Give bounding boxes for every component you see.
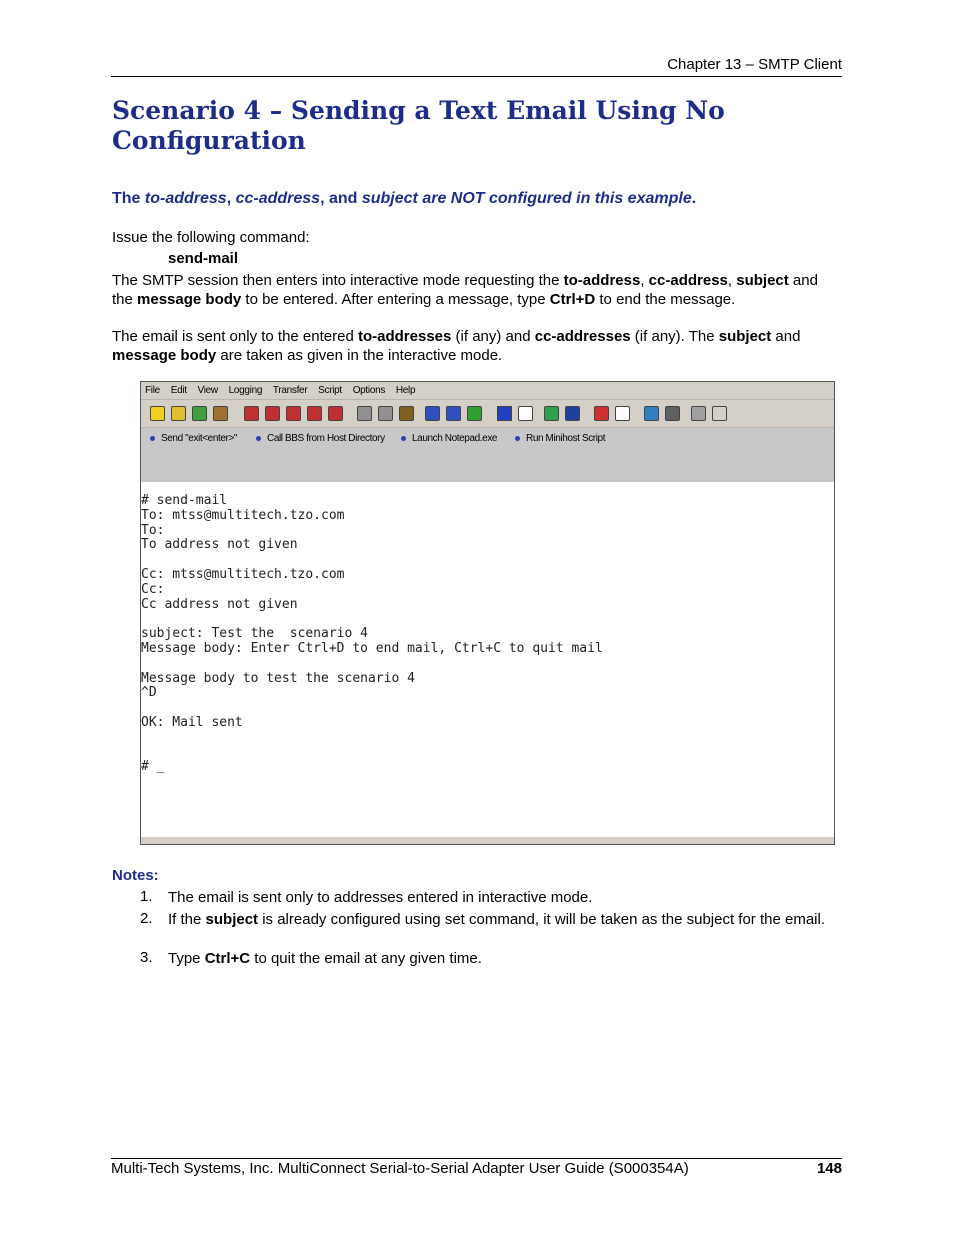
- paste-icon[interactable]: [378, 406, 393, 421]
- header-rule: [111, 76, 842, 77]
- terminal-line: [141, 746, 834, 761]
- footer-rule: [111, 1158, 842, 1159]
- transfer-icon[interactable]: [467, 406, 482, 421]
- quick-buttons-bar: [141, 428, 834, 482]
- paragraph-email-sent: The email is sent only to the entered to-addresses (if any) and cc-addresses (if any). The subject and message body are taken as given in the interactive mode.: [112, 328, 801, 364]
- resize-icon[interactable]: [712, 406, 727, 421]
- paragraph-interactive-mode: The SMTP session then enters into interactive mode requesting the to-address, cc-address, subject and the message body to be entered. After entering a message, type Ctrl+D to end the message.: [112, 272, 818, 308]
- script-icon[interactable]: [518, 406, 533, 421]
- menu-file[interactable]: File: [145, 385, 160, 396]
- terminal-line: subject: Test the scenario 4: [141, 626, 368, 642]
- terminal-line: Cc address not given: [141, 596, 298, 612]
- bullet-icon: [515, 436, 520, 441]
- capture-icon[interactable]: [307, 406, 322, 421]
- section-title: Scenario 4 – Sending a Text Email Using No Configuration: [112, 96, 725, 155]
- clipboard-icon[interactable]: [399, 406, 414, 421]
- play-icon[interactable]: [497, 406, 512, 421]
- terminal-line: [141, 553, 834, 568]
- keyboard-icon[interactable]: [691, 406, 706, 421]
- print-icon[interactable]: [328, 406, 343, 421]
- quick-button-send-exit[interactable]: Send "exit<enter>": [150, 433, 237, 444]
- menu-options[interactable]: Options: [352, 385, 386, 396]
- note-text: If the subject is already configured using set command, it will be taken as the subject for the email.: [168, 911, 825, 928]
- terminal-line: To:: [141, 522, 165, 538]
- note-number: 1.: [140, 888, 153, 905]
- terminal-status-bar: [141, 837, 834, 844]
- terminal-line: To address not given: [141, 537, 298, 553]
- terminal-line: # send-mail: [141, 493, 228, 508]
- menu-edit[interactable]: Edit: [170, 385, 187, 396]
- note-text: The email is sent only to addresses entered in interactive mode.: [168, 889, 593, 906]
- window-icon[interactable]: [565, 406, 580, 421]
- terminal-line: Cc: mtss@multitech.tzo.com: [141, 566, 345, 582]
- terminal-line: Message body to test the scenario 4: [141, 670, 415, 686]
- upload-icon[interactable]: [446, 406, 461, 421]
- terminal-line: [141, 701, 834, 716]
- download-icon[interactable]: [425, 406, 440, 421]
- terminal-line: ^D: [141, 685, 157, 701]
- menu-transfer[interactable]: Transfer: [272, 385, 308, 396]
- terminal-line: Message body: Enter Ctrl+D to end mail, Ctrl+C to quit mail: [141, 640, 603, 656]
- page-number: 148: [816, 1160, 842, 1177]
- terminal-line: [141, 657, 834, 672]
- command-send-mail: send-mail: [168, 250, 239, 267]
- terminal-line: # _: [141, 759, 165, 775]
- tools-icon[interactable]: [665, 406, 680, 421]
- terminal-line: Cc:: [141, 581, 165, 597]
- menu-logging[interactable]: Logging: [228, 385, 263, 396]
- note-number: 3.: [140, 949, 153, 966]
- quick-button-run-minihost[interactable]: Run Minihost Script: [515, 433, 605, 444]
- terminal-output[interactable]: [141, 482, 834, 845]
- terminal-line: [141, 612, 834, 627]
- dial-icon[interactable]: [171, 406, 186, 421]
- settings-icon[interactable]: [594, 406, 609, 421]
- receive-file-icon[interactable]: [265, 406, 280, 421]
- terminal-menu-bar: [141, 382, 834, 400]
- notes-heading: Notes:: [112, 867, 159, 884]
- send-text-icon[interactable]: [286, 406, 301, 421]
- terminal-line: To: mtss@multitech.tzo.com: [141, 507, 345, 523]
- terminal-icon[interactable]: [615, 406, 630, 421]
- copy-icon[interactable]: [357, 406, 372, 421]
- connect-icon[interactable]: [150, 406, 165, 421]
- note-number: 2.: [140, 910, 153, 927]
- footer-document-title: Multi-Tech Systems, Inc. MultiConnect Serial-to-Serial Adapter User Guide (S000354A): [111, 1160, 689, 1177]
- host-icon[interactable]: [213, 406, 228, 421]
- menu-help[interactable]: Help: [395, 385, 416, 396]
- terminal-line: OK: Mail sent: [141, 714, 243, 730]
- bullet-icon: [401, 436, 406, 441]
- running-header-chapter: Chapter 13 – SMTP Client: [667, 56, 842, 73]
- terminal-screenshot: [140, 381, 835, 845]
- bullet-icon: [256, 436, 261, 441]
- menu-script[interactable]: Script: [318, 385, 342, 396]
- issue-command-text: Issue the following command:: [112, 229, 310, 246]
- menu-view[interactable]: View: [197, 385, 218, 396]
- terminal-line: [141, 731, 834, 746]
- terminal-toolbar: [141, 400, 834, 428]
- section-subheading: The to-address, cc-address, and subject are NOT configured in this example.: [112, 190, 697, 207]
- quick-button-call-bbs[interactable]: Call BBS from Host Directory: [256, 433, 385, 444]
- bullet-icon: [150, 436, 155, 441]
- check-icon[interactable]: [544, 406, 559, 421]
- directory-icon[interactable]: [644, 406, 659, 421]
- disconnect-icon[interactable]: [192, 406, 207, 421]
- quick-button-launch-notepad[interactable]: Launch Notepad.exe: [401, 433, 497, 444]
- note-text: Type Ctrl+C to quit the email at any given time.: [168, 950, 482, 967]
- send-file-icon[interactable]: [244, 406, 259, 421]
